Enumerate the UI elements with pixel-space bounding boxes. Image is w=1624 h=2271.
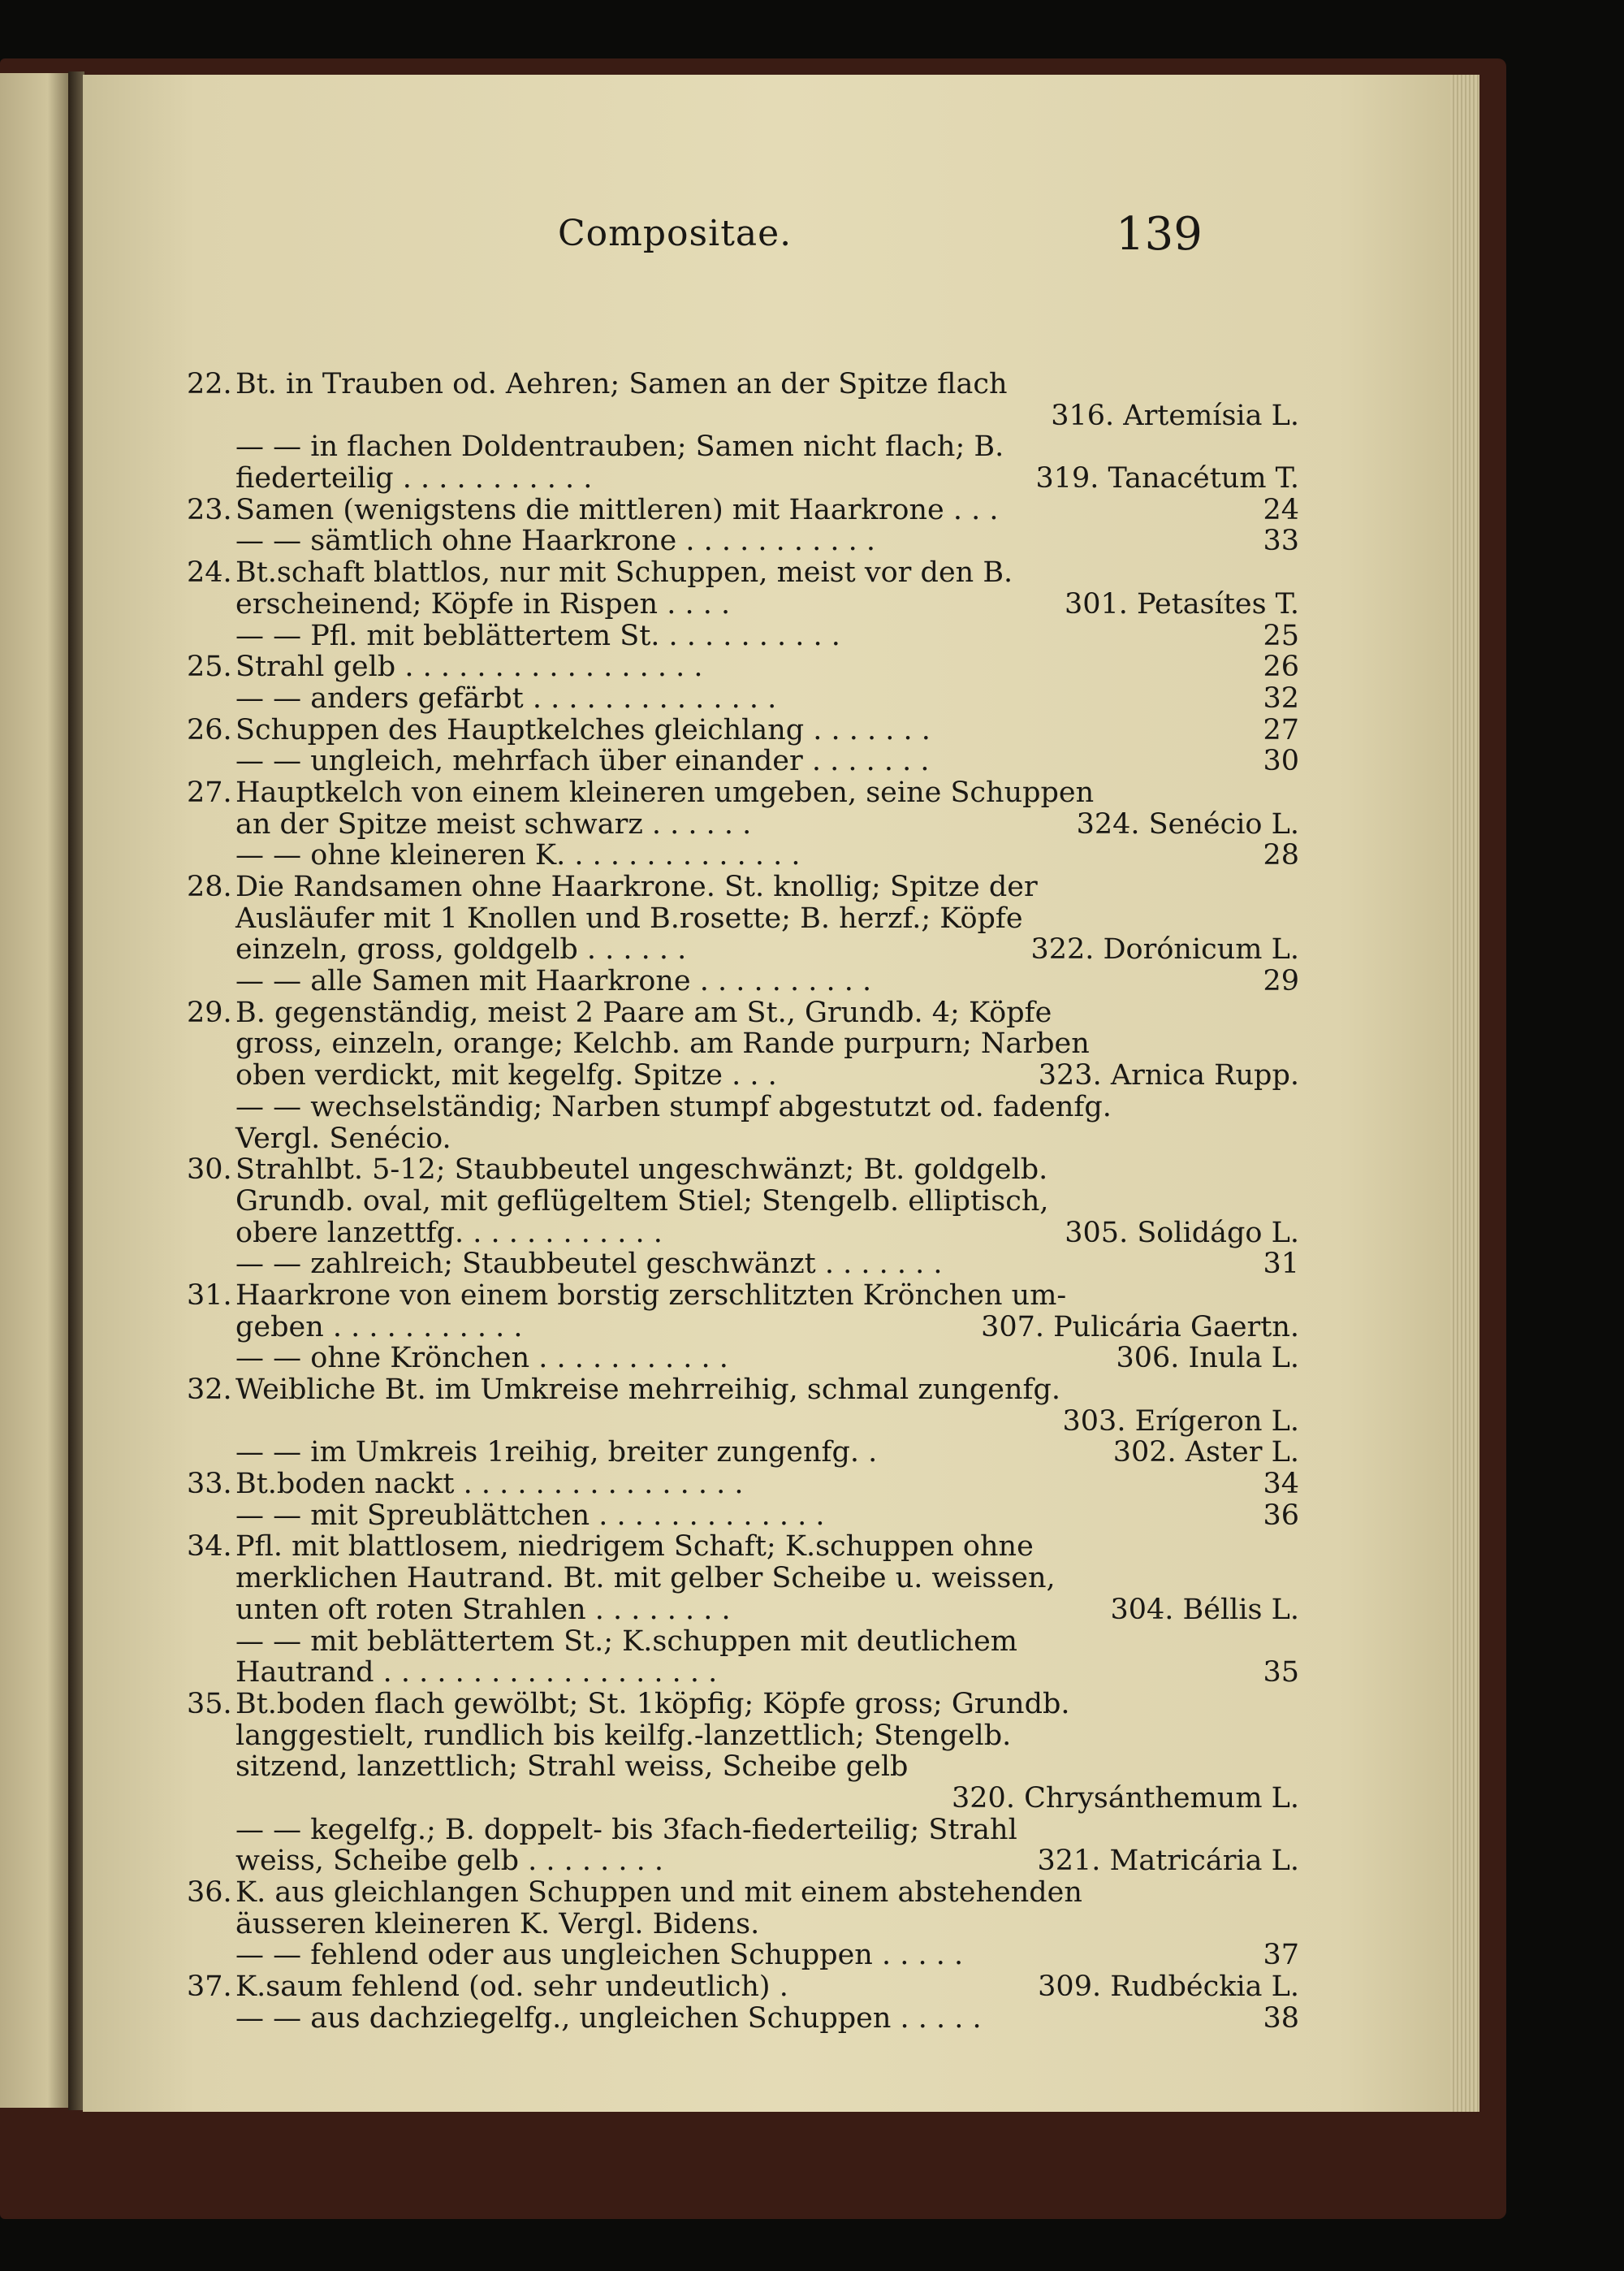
- key-line: [187, 1186, 1299, 1218]
- couplet-number: 26.: [187, 713, 232, 746]
- key-text: merklichen Hautrand. Bt. mit gelber Scheibe u. weissen,: [235, 1562, 1056, 1595]
- key-reference: 28: [1263, 839, 1299, 872]
- key-line: [187, 966, 1299, 997]
- key-text: Hauptkelch von einem kleineren umgeben, seine Schuppen: [235, 776, 1095, 809]
- page-header: [83, 208, 1479, 270]
- couplet-number: 34.: [187, 1530, 232, 1564]
- key-line: [187, 1218, 1299, 1249]
- key-reference: 38: [1263, 2001, 1299, 2035]
- key-line: [187, 683, 1299, 715]
- key-text: Grundb. oval, mit geflügeltem Stiel; Stengelb. elliptisch,: [235, 1184, 1049, 1218]
- key-line: [187, 1060, 1299, 1092]
- running-head: Compositae.: [558, 213, 793, 254]
- key-line: [187, 1500, 1299, 1532]
- couplet-number: 33.: [187, 1468, 232, 1501]
- key-reference: 309. Rudbéckia L.: [1038, 1970, 1299, 2004]
- key-line: [187, 809, 1299, 841]
- key-reference: 33: [1263, 525, 1299, 558]
- key-text: Bt.schaft blattlos, nur mit Schuppen, meist vor den B.: [235, 556, 1013, 590]
- key-line: [187, 934, 1299, 966]
- key-text: Strahl gelb . . . . . . . . . . . . . . . . .: [235, 651, 703, 684]
- key-line: [187, 1971, 1299, 2003]
- key-text: Strahlbt. 5-12; Staubbeutel ungeschwänzt; Bt. goldgelb.: [235, 1153, 1048, 1187]
- identification-key: [187, 369, 1299, 2034]
- key-line: [187, 1343, 1299, 1374]
- couplet-number: 28.: [187, 871, 232, 903]
- couplet-number: 24.: [187, 556, 232, 590]
- key-text: Die Randsamen ohne Haarkrone. St. knollig; Spitze der: [235, 871, 1038, 903]
- key-text: Haarkrone von einem borstig zerschlitzten Krönchen um-: [235, 1278, 1067, 1312]
- left-page-edge: [0, 73, 68, 2108]
- key-reference: 321. Matricária L.: [1037, 1845, 1299, 1878]
- key-text: fiederteilig . . . . . . . . . . .: [235, 462, 593, 495]
- key-line: [187, 1154, 1299, 1186]
- key-text: Pfl. mit blattlosem, niedrigem Schaft; K.schuppen ohne: [235, 1530, 1034, 1564]
- key-text: Samen (wenigstens die mittleren) mit Haarkrone . . .: [235, 493, 999, 526]
- couplet-number: 23.: [187, 493, 232, 526]
- key-line: [187, 651, 1299, 683]
- key-line: [187, 715, 1299, 746]
- key-reference: 26: [1263, 651, 1299, 684]
- key-text: Bt.boden nackt . . . . . . . . . . . . . . . .: [235, 1468, 744, 1501]
- key-line: [187, 1909, 1299, 1940]
- couplet-number: 32.: [187, 1373, 232, 1406]
- key-text: oben verdickt, mit kegelfg. Spitze . . .: [235, 1059, 777, 1092]
- key-reference: 30: [1263, 745, 1299, 778]
- key-line: [187, 1689, 1299, 1720]
- key-reference: 301. Petasítes T.: [1064, 587, 1299, 621]
- key-text: obere lanzettfg. . . . . . . . . . . .: [235, 1216, 663, 1249]
- key-text: Hautrand . . . . . . . . . . . . . . . . . . .: [235, 1656, 718, 1689]
- couplet-number: 25.: [187, 651, 232, 684]
- key-line: [187, 1374, 1299, 1406]
- key-text: — — im Umkreis 1reihig, breiter zungenfg. .: [235, 1436, 878, 1469]
- key-line: [187, 369, 1299, 400]
- key-text: unten oft roten Strahlen . . . . . . . .: [235, 1593, 731, 1626]
- key-line: [187, 1751, 1299, 1783]
- couplet-number: 30.: [187, 1153, 232, 1187]
- key-line: [187, 1280, 1299, 1312]
- key-text: — — aus dachziegelfg., ungleichen Schuppen . . . . .: [235, 2001, 982, 2035]
- key-reference: 27: [1263, 713, 1299, 746]
- key-text: B. gegenständig, meist 2 Paare am St., Grundb. 4; Köpfe: [235, 996, 1052, 1029]
- key-line: [187, 1657, 1299, 1689]
- key-reference: 24: [1263, 493, 1299, 526]
- key-line: [187, 1092, 1299, 1123]
- key-line: [187, 840, 1299, 872]
- key-line: [187, 463, 1299, 495]
- key-line: [187, 431, 1299, 463]
- key-reference: 25: [1263, 619, 1299, 652]
- couplet-number: 36.: [187, 1876, 232, 1909]
- page-number: 139: [1116, 208, 1203, 261]
- key-line: [187, 589, 1299, 621]
- key-text: — — mit beblättertem St.; K.schuppen mit deutlichem: [235, 1624, 1017, 1658]
- book-page: [83, 75, 1479, 2112]
- key-line: [187, 1845, 1299, 1877]
- page-edge-stack: [1450, 75, 1479, 2112]
- key-text: Weibliche Bt. im Umkreise mehrreihig, schmal zungenfg.: [235, 1373, 1061, 1406]
- key-reference: 34: [1263, 1468, 1299, 1501]
- key-line: [187, 1720, 1299, 1752]
- key-line: [187, 1123, 1299, 1155]
- key-reference: 29: [1263, 965, 1299, 998]
- key-reference: 31: [1263, 1248, 1299, 1281]
- key-line: [187, 997, 1299, 1029]
- key-text: weiss, Scheibe gelb . . . . . . . .: [235, 1845, 664, 1878]
- key-reference: 324. Senécio L.: [1076, 807, 1299, 841]
- key-line: [187, 1406, 1299, 1438]
- key-line: [187, 1594, 1299, 1626]
- key-text: Schuppen des Hauptkelches gleichlang . . . . . . .: [235, 713, 931, 746]
- couplet-number: 29.: [187, 996, 232, 1029]
- key-text: — — in flachen Doldentrauben; Samen nicht flach; B.: [235, 430, 1004, 464]
- key-reference: 322. Dorónicum L.: [1030, 933, 1299, 967]
- key-text: — — ohne Krönchen . . . . . . . . . . .: [235, 1342, 728, 1375]
- key-reference: 307. Pulicária Gaertn.: [981, 1310, 1299, 1343]
- key-text: — — ohne kleineren K. . . . . . . . . . . . . .: [235, 839, 801, 872]
- key-reference: 303. Erígeron L.: [1062, 1404, 1299, 1438]
- key-line: [187, 1626, 1299, 1658]
- key-line: [187, 1877, 1299, 1909]
- key-text: K.saum fehlend (od. sehr undeutlich) .: [235, 1970, 788, 2004]
- key-reference: 36: [1263, 1499, 1299, 1532]
- key-line: [187, 1940, 1299, 1971]
- key-reference: 304. Béllis L.: [1110, 1593, 1299, 1626]
- key-text: sitzend, lanzettlich; Strahl weiss, Scheibe gelb: [235, 1750, 909, 1784]
- key-line: [187, 746, 1299, 777]
- key-reference: 316. Artemísia L.: [1051, 399, 1299, 432]
- key-text: — — sämtlich ohne Haarkrone . . . . . . . . . . .: [235, 525, 875, 558]
- key-line: [187, 557, 1299, 589]
- key-line: [187, 2003, 1299, 2035]
- key-text: erscheinend; Köpfe in Rispen . . . .: [235, 587, 731, 621]
- key-text: — — Pfl. mit beblättertem St. . . . . . . . . . .: [235, 619, 840, 652]
- key-reference: 37: [1263, 1939, 1299, 1972]
- key-text: — — fehlend oder aus ungleichen Schuppen . . . . .: [235, 1939, 964, 1972]
- key-text: — — alle Samen mit Haarkrone . . . . . . . . . .: [235, 965, 872, 998]
- key-line: [187, 1815, 1299, 1846]
- key-line: [187, 526, 1299, 557]
- key-reference: 305. Solidágo L.: [1065, 1216, 1299, 1249]
- key-text: — — mit Spreublättchen . . . . . . . . . . . . .: [235, 1499, 825, 1532]
- key-line: [187, 621, 1299, 652]
- key-line: [187, 495, 1299, 526]
- key-text: Bt. in Trauben od. Aehren; Samen an der Spitze flach: [235, 368, 1008, 400]
- couplet-number: 22.: [187, 368, 232, 400]
- book-gutter: [68, 71, 84, 2110]
- key-line: [187, 1469, 1299, 1500]
- key-text: geben . . . . . . . . . . .: [235, 1310, 523, 1343]
- key-line: [187, 1437, 1299, 1469]
- key-reference: 302. Aster L.: [1112, 1436, 1299, 1469]
- key-line: [187, 777, 1299, 809]
- key-text: Vergl. Senécio.: [235, 1122, 451, 1155]
- key-line: [187, 903, 1299, 935]
- key-text: an der Spitze meist schwarz . . . . . .: [235, 807, 752, 841]
- key-text: — — kegelfg.; B. doppelt- bis 3fach-fiederteilig; Strahl: [235, 1813, 1017, 1846]
- key-line: [187, 1563, 1299, 1594]
- key-reference: 32: [1263, 681, 1299, 715]
- key-text: K. aus gleichlangen Schuppen und mit einem abstehenden: [235, 1876, 1082, 1909]
- key-line: [187, 1531, 1299, 1563]
- key-line: [187, 872, 1299, 903]
- key-text: — — anders gefärbt . . . . . . . . . . . . . .: [235, 681, 777, 715]
- key-line: [187, 1248, 1299, 1280]
- couplet-number: 37.: [187, 1970, 232, 2004]
- key-text: langgestielt, rundlich bis keilfg.-lanzettlich; Stengelb.: [235, 1719, 1012, 1752]
- key-text: Ausläufer mit 1 Knollen und B.rosette; B. herzf.; Köpfe: [235, 902, 1023, 935]
- key-line: [187, 1783, 1299, 1815]
- key-text: — — ungleich, mehrfach über einander . . . . . . .: [235, 745, 930, 778]
- key-line: [187, 400, 1299, 432]
- couplet-number: 31.: [187, 1278, 232, 1312]
- key-text: — — zahlreich; Staubbeutel geschwänzt . . . . . . .: [235, 1248, 943, 1281]
- key-reference: 320. Chrysánthemum L.: [952, 1781, 1299, 1815]
- key-text: äusseren kleineren K. Vergl. Bidens.: [235, 1907, 760, 1940]
- key-text: gross, einzeln, orange; Kelchb. am Rande purpurn; Narben: [235, 1027, 1090, 1061]
- key-text: — — wechselständig; Narben stumpf abgestutzt od. fadenfg.: [235, 1090, 1112, 1123]
- key-text: einzeln, gross, goldgelb . . . . . .: [235, 933, 687, 967]
- couplet-number: 27.: [187, 776, 232, 809]
- key-reference: 35: [1263, 1656, 1299, 1689]
- couplet-number: 35.: [187, 1687, 232, 1720]
- key-text: Bt.boden flach gewölbt; St. 1köpfig; Köpfe gross; Grundb.: [235, 1687, 1070, 1720]
- key-line: [187, 1028, 1299, 1060]
- key-line: [187, 1312, 1299, 1343]
- key-reference: 319. Tanacétum T.: [1035, 462, 1299, 495]
- key-reference: 323. Arnica Rupp.: [1038, 1059, 1299, 1092]
- key-reference: 306. Inula L.: [1116, 1342, 1299, 1375]
